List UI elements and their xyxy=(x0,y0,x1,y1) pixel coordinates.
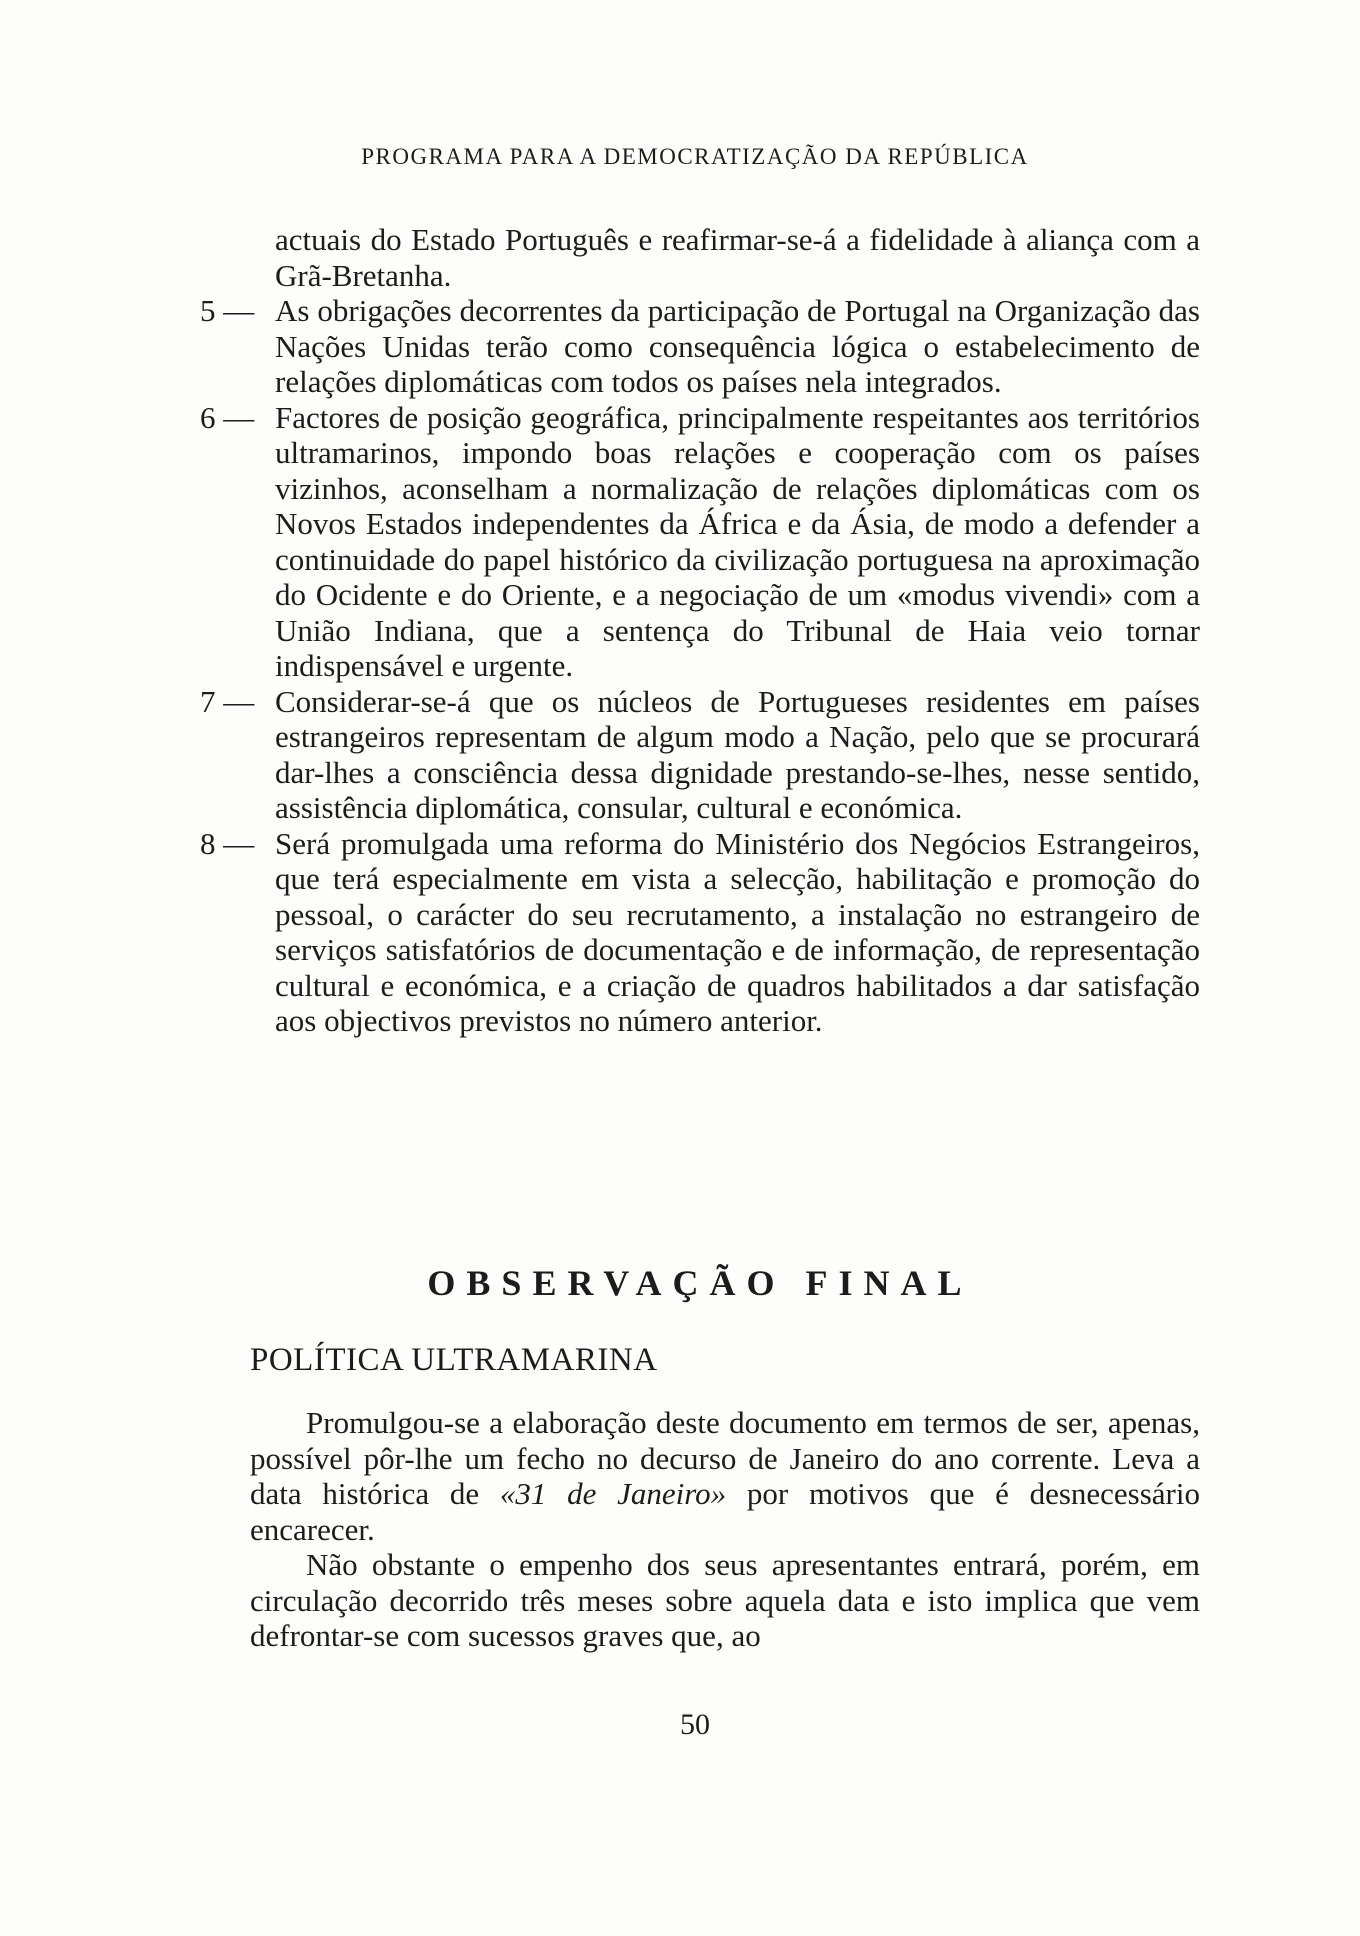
item-text: Considerar-se-á que os núcleos de Portugueses residentes em países estrangeiros representam de algum modo a Nação, pelo que se procurará dar-lhes a consciência dessa dignidade prestando-se-lhes, nesse sentido, assistência diplomática, consular, cultural e económica. xyxy=(275,683,1200,825)
list-item xyxy=(200,826,1200,1039)
paragraph-text: Promulgou-se a elaboração deste documento em termos de ser, apenas, possível pôr-lhe um fecho no decurso de Janeiro do ano corrente. Leva a data histórica de xyxy=(250,1405,1200,1511)
item-text: As obrigações decorrentes da participação de Portugal na Organização das Nações Unidas terão como consequência lógica o estabelecimento de relações diplomáticas com todos os países nela integrados. xyxy=(275,293,1200,399)
list-item xyxy=(200,400,1200,684)
page-number: 50 xyxy=(680,1708,710,1741)
paragraph xyxy=(250,1405,1200,1547)
running-header: PROGRAMA PARA A DEMOCRATIZAÇÃO DA REPÚBLICA xyxy=(361,144,1029,169)
item-text: Factores de posição geográfica, principalmente respeitantes aos territórios ultramarinos, impondo boas relações e cooperação com os países vizinhos, aconselham a normalização de relações diplomáticas com os Novos Estados independentes da África e da Ásia, de modo a defender a continuidade do papel histórico da civilização portuguesa na aproximação do Ocidente e do Oriente, e a negociação de um «modus vivendi» com a União Indiana, que a sentença do Tribunal de Haia veio tornar indispensável e urgente. xyxy=(275,399,1200,683)
item-text: actuais do Estado Português e reafirmar-se-á a fidelidade à aliança com a Grã-Bretanha. xyxy=(275,222,1200,293)
body-text xyxy=(250,1405,1200,1654)
item-number: 5 — xyxy=(200,293,255,328)
item-number: 7 — xyxy=(200,683,255,719)
paragraph: Não obstante o empenho dos seus apresentantes entrará, porém, em circulação decorrido três meses sobre aquela data e isto implica que vem defrontar-se com sucessos graves que, ao xyxy=(250,1547,1200,1653)
item-number: 6 — xyxy=(200,399,255,435)
list-item xyxy=(200,293,1200,400)
section-heading: POLÍTICA ULTRAMARINA xyxy=(250,1342,658,1378)
list-item xyxy=(200,222,1200,293)
paragraph-text: por motivos que é desnecessário encarecer. xyxy=(250,1476,1200,1547)
list-item xyxy=(200,684,1200,826)
item-number: 8 — xyxy=(200,825,255,861)
emphasized-date: «31 de Janeiro» xyxy=(499,1476,727,1511)
item-text: Será promulgada uma reforma do Ministério dos Negócios Estrangeiros, que terá especialmente em vista a selecção, habilitação e promoção do pessoal, o carácter do seu recrutamento, a instalação no estrangeiro de serviços satisfatórios de documentação e de informação, de representação cultural e económica, e a criação de quadros habilitados a dar satisfação aos objectivos previstos no número anterior. xyxy=(275,825,1200,1038)
final-observation-title: OBSERVAÇÃO FINAL xyxy=(427,1263,973,1303)
numbered-items xyxy=(200,222,1200,1039)
